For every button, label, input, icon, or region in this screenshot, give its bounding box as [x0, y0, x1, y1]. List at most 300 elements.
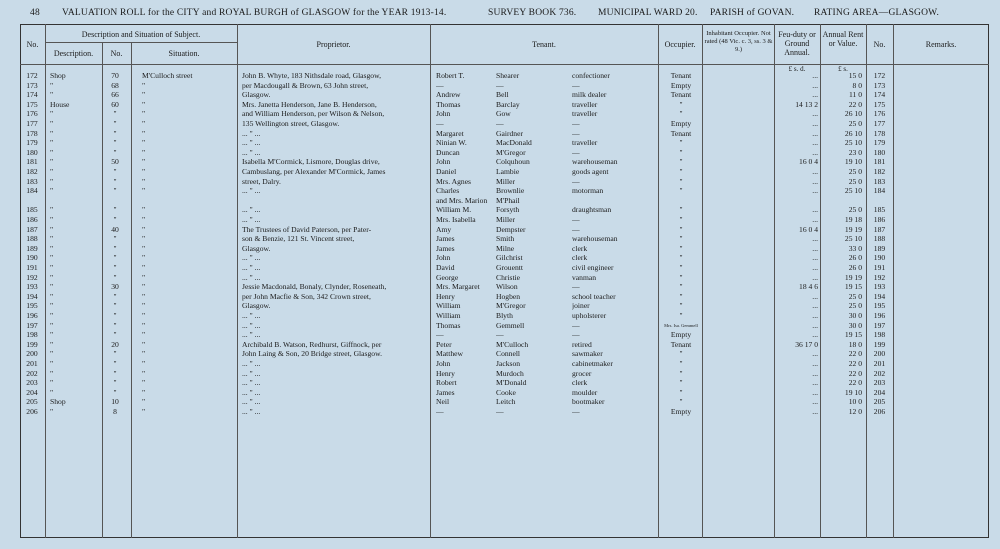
row-number-2: 194 [873, 291, 886, 301]
row-number-2: 182 [873, 167, 886, 176]
row-tenant-first: William [436, 301, 461, 311]
row-feu-duty: ... [812, 368, 818, 378]
row-description: " [50, 80, 54, 90]
rating-area: RATING AREA—GLASGOW. [814, 8, 940, 18]
table-row [0, 263, 1000, 273]
row-feu-duty: ... [812, 291, 818, 301]
row-feu-duty: 16 0 4 [799, 224, 818, 234]
row-tenant-occupation: — [572, 215, 580, 224]
table-row [0, 177, 1000, 187]
row-feu-duty: ... [812, 71, 818, 80]
row-description: " [50, 311, 54, 320]
row-number: 195 [26, 301, 38, 311]
row-tenant-first: Mrs. Margaret [436, 282, 480, 292]
row-tenant-first: Duncan [436, 147, 460, 157]
row-description: " [50, 138, 54, 148]
row-number-2: 180 [873, 147, 886, 157]
table-row [0, 148, 1000, 158]
row-number-2: 179 [873, 138, 886, 148]
row-tenant-last: Leitch [496, 397, 516, 407]
row-feu-duty: ... [812, 320, 818, 330]
row-description: " [50, 291, 54, 301]
row-occupier: " [679, 205, 683, 215]
row-feu-duty: ... [812, 128, 818, 138]
page-header [30, 6, 990, 22]
row-proprietor: Glasgow. [242, 90, 271, 100]
row-description: " [50, 263, 54, 272]
row-number-2: 181 [873, 157, 886, 167]
row-occupier: " [679, 167, 683, 176]
row-description: " [50, 147, 54, 157]
row-tenant-first: John [436, 157, 451, 167]
row-annual-rent: 30 0 [848, 311, 862, 320]
feu-units: £ s. d. [788, 65, 806, 73]
row-tenant-occupation: clerk [572, 243, 588, 253]
row-tenant-first: Peter [436, 339, 452, 349]
row-feu-duty: ... [812, 311, 818, 320]
row-tenant-last: Grouentt [496, 263, 523, 272]
row-occupier: " [679, 147, 683, 157]
row-proprietor: ... " ... [242, 263, 261, 272]
col-annual-rent: Annual Rent or Value. [822, 30, 864, 48]
row-description: " [50, 215, 54, 224]
row-description: House [50, 99, 70, 109]
row-occupier: " [679, 157, 683, 167]
row-situation: " [142, 109, 146, 119]
table-row [0, 215, 1000, 225]
row-number-2: 199 [873, 339, 886, 349]
table-row [0, 119, 1000, 129]
row-feu-duty: ... [812, 301, 818, 311]
row-situation: " [142, 157, 146, 167]
col-occupier: Occupier. [664, 40, 696, 49]
row-street-number: " [113, 109, 117, 119]
row-occupier: " [679, 253, 683, 263]
row-feu-duty: ... [812, 90, 818, 100]
row-description: " [50, 320, 54, 330]
row-proprietor: ... " ... [242, 311, 261, 320]
row-occupier: Empty [670, 330, 692, 340]
row-tenant-last: Connell [496, 349, 521, 359]
row-occupier: " [679, 243, 683, 253]
row-occupier: " [679, 138, 683, 148]
row-number-2: 195 [873, 301, 886, 311]
row-tenant-first: Mrs. Agnes [436, 176, 472, 186]
row-occupier: " [679, 291, 683, 301]
table-row [0, 369, 1000, 379]
row-street-number: 30 [111, 282, 119, 292]
row-tenant-last: Jackson [496, 359, 521, 368]
col-description: Description. [53, 49, 94, 58]
row-occupier: " [679, 176, 683, 186]
table-row [0, 330, 1000, 340]
row-description: " [50, 378, 54, 388]
row-tenant-last: M'Gregor [496, 301, 526, 311]
row-feu-duty: ... [812, 387, 818, 397]
row-tenant-first: William [436, 311, 461, 320]
row-feu-duty: ... [812, 138, 818, 148]
table-row [0, 397, 1000, 407]
row-tenant-occupation: warehouseman [572, 234, 618, 244]
row-tenant-last: Hogben [496, 291, 521, 301]
row-tenant-last: — [496, 80, 504, 90]
row-tenant-last: Brownlie [496, 186, 525, 196]
row-occupier: " [679, 349, 683, 359]
row-tenant-last: Bell [496, 90, 509, 100]
row-situation: M'Culloch street [142, 71, 193, 80]
row-tenant-occupation: cabinetmaker [572, 359, 613, 368]
row-street-number: " [113, 119, 117, 128]
row-tenant-occupation: — [572, 176, 580, 186]
rent-units: £ s. [838, 65, 848, 73]
municipal-ward: MUNICIPAL WARD 20. [598, 8, 698, 18]
row-description: " [50, 205, 54, 215]
row-situation: " [142, 128, 146, 138]
row-annual-rent: 25 0 [848, 167, 862, 176]
row-occupier: " [679, 311, 683, 320]
row-tenant-last: — [496, 407, 504, 416]
row-description: " [50, 253, 54, 263]
row-description: " [50, 109, 54, 119]
table-row [0, 167, 1000, 177]
row-description: " [50, 186, 54, 196]
row-street-number: 68 [111, 80, 119, 90]
row-tenant-last: Dempster [496, 224, 526, 234]
row-description: " [50, 330, 54, 340]
row-number: 185 [26, 205, 38, 215]
row-street-number: " [113, 243, 117, 253]
row-proprietor: ... " ... [242, 186, 261, 196]
row-street-number: " [113, 215, 117, 224]
col-no: No. [26, 40, 39, 49]
row-street-number: " [113, 253, 117, 263]
row-number-2: 175 [873, 99, 886, 109]
row-annual-rent: 18 0 [848, 339, 862, 349]
row-number-2: 172 [873, 71, 886, 80]
row-street-number: " [113, 301, 117, 311]
row-tenant-first: James [436, 243, 455, 253]
row-occupier: Tenant [670, 339, 692, 349]
row-street-number: 60 [111, 99, 119, 109]
row-number-2: 200 [873, 349, 886, 359]
row-number-2: 177 [873, 119, 886, 128]
row-annual-rent: 19 18 [844, 215, 862, 224]
row-occupier: Mrs. Isa. Gemmell [664, 322, 698, 328]
row-tenant-last: Cooke [496, 387, 516, 397]
row-number-2: 197 [873, 320, 886, 330]
row-occupier: " [679, 272, 683, 282]
table-row [0, 109, 1000, 119]
row-description: " [50, 282, 54, 292]
row-street-number: 10 [111, 397, 119, 407]
table-row [0, 292, 1000, 302]
row-tenant-first: Robert [436, 378, 457, 388]
row-street-number: " [113, 378, 117, 388]
row-proprietor: Mrs. Janetta Henderson, Jane B. Henderson, [242, 99, 377, 109]
row-description: " [50, 167, 54, 176]
row-number-2: 193 [873, 282, 886, 292]
row-number: 182 [26, 167, 38, 176]
row-tenant-first: James [436, 387, 455, 397]
row-street-number: " [113, 205, 117, 215]
row-feu-duty: ... [812, 243, 818, 253]
row-feu-duty: ... [812, 167, 818, 176]
row-proprietor: ... " ... [242, 330, 261, 340]
row-tenant-last: M'Phail [496, 195, 520, 205]
row-tenant-last: Gairdner [496, 128, 523, 138]
row-occupier: Empty [670, 80, 692, 90]
row-street-number: 70 [111, 71, 119, 80]
row-description: " [50, 349, 54, 359]
col-inhabitant: Inhabitant Occupier. Not rated (48 Vic. c. 3, ss. 3 & 9.) [704, 30, 773, 53]
row-annual-rent: 26 10 [844, 109, 862, 119]
row-feu-duty: ... [812, 272, 818, 282]
row-description: " [50, 301, 54, 311]
table-row [0, 90, 1000, 100]
row-number-2: 184 [873, 186, 886, 196]
row-situation: " [142, 205, 146, 215]
row-annual-rent: 25 0 [848, 205, 862, 215]
row-proprietor: The Trustees of David Paterson, per Pater- [242, 224, 372, 234]
row-tenant-first: William M. [436, 205, 472, 215]
row-annual-rent: 19 19 [844, 272, 862, 282]
row-street-number: " [113, 349, 117, 359]
row-tenant-first: — [436, 80, 444, 90]
row-feu-duty: 36 17 0 [795, 339, 818, 349]
row-proprietor: ... " ... [242, 397, 261, 407]
row-tenant-last: Blyth [496, 311, 513, 320]
row-proprietor: per John Macfie & Son, 342 Crown street, [242, 291, 371, 301]
row-situation: " [142, 301, 146, 311]
row-tenant-last: Barclay [496, 99, 520, 109]
row-tenant-last: Shearer [496, 71, 520, 80]
row-number-2: 176 [873, 109, 886, 119]
row-tenant-occupation: warehouseman [572, 157, 618, 167]
row-tenant-occupation: traveller [572, 138, 598, 148]
row-proprietor: ... " ... [242, 272, 261, 282]
row-proprietor: Jessie Macdonald, Bonaly, Clynder, Roseneath, [242, 282, 387, 292]
row-feu-duty: ... [812, 253, 818, 263]
row-tenant-first: — [436, 330, 444, 340]
row-annual-rent: 25 0 [848, 176, 862, 186]
row-number-2: 203 [873, 378, 886, 388]
row-tenant-first: Mrs. Isabella [436, 215, 476, 224]
row-number: 175 [26, 99, 38, 109]
row-situation: " [142, 320, 146, 330]
row-number: 190 [26, 253, 38, 263]
row-situation: " [142, 224, 146, 234]
row-number: 205 [26, 397, 38, 407]
row-situation: " [142, 378, 146, 388]
row-tenant-occupation: milk dealer [572, 90, 607, 100]
row-situation: " [142, 387, 146, 397]
row-street-number: " [113, 138, 117, 148]
row-proprietor: ... " ... [242, 138, 261, 148]
row-street-number: " [113, 147, 117, 157]
row-tenant-occupation: — [572, 282, 580, 292]
row-tenant-last: Gilchrist [496, 253, 523, 263]
row-occupier: " [679, 186, 683, 196]
row-proprietor: ... " ... [242, 147, 261, 157]
row-street-number: " [113, 176, 117, 186]
row-annual-rent: 15 0 [848, 71, 862, 80]
row-tenant-occupation: clerk [572, 378, 588, 388]
row-tenant-occupation: civil engineer [572, 263, 614, 272]
row-tenant-occupation: — [572, 147, 580, 157]
roll-title: VALUATION ROLL for the CITY and ROYAL BURGH of GLASGOW for the YEAR 1913-14. [62, 8, 447, 18]
row-street-number: " [113, 368, 117, 378]
row-number: 173 [26, 80, 38, 90]
row-tenant-occupation: — [572, 330, 580, 340]
row-annual-rent: 19 15 [844, 330, 862, 340]
row-tenant-last: M'Donald [496, 378, 527, 388]
row-annual-rent: 26 0 [848, 263, 862, 272]
row-feu-duty: 14 13 2 [795, 99, 818, 109]
row-number: 203 [26, 378, 38, 388]
row-tenant-occupation: — [572, 128, 580, 138]
row-street-number: " [113, 167, 117, 176]
table-row [0, 301, 1000, 311]
row-feu-duty: ... [812, 205, 818, 215]
row-street-number: " [113, 272, 117, 282]
row-tenant-first: George [436, 272, 459, 282]
row-proprietor: Cambuslang, per Alexander M'Cormick, James [242, 167, 386, 176]
table-row [0, 225, 1000, 235]
row-tenant-last: Forsyth [496, 205, 520, 215]
row-annual-rent: 26 10 [844, 128, 862, 138]
row-street-number: " [113, 128, 117, 138]
row-number: 179 [26, 138, 38, 148]
survey-book: SURVEY BOOK 736. [488, 8, 577, 18]
row-feu-duty: ... [812, 349, 818, 359]
row-proprietor: John B. Whyte, 183 Nithsdale road, Glasgow, [242, 71, 381, 80]
row-occupier: Tenant [670, 90, 692, 100]
table-row [0, 129, 1000, 139]
row-number: 206 [26, 407, 38, 416]
table-row [0, 196, 1000, 206]
row-proprietor: ... " ... [242, 359, 261, 368]
row-number: 176 [26, 109, 38, 119]
row-tenant-first: David [436, 263, 455, 272]
row-occupier: " [679, 109, 683, 119]
row-number: 204 [26, 387, 38, 397]
row-tenant-first: — [436, 119, 444, 128]
row-situation: " [142, 407, 146, 416]
row-feu-duty: ... [812, 176, 818, 186]
row-proprietor: Archibald B. Watson, Redhurst, Giffnock, per [242, 339, 382, 349]
row-description: " [50, 128, 54, 138]
col-proprietor: Proprietor. [316, 40, 351, 49]
row-situation: " [142, 99, 146, 109]
table-row [0, 71, 1000, 81]
row-occupier: " [679, 359, 683, 368]
row-number: 198 [26, 330, 38, 340]
table-row [0, 359, 1000, 369]
row-annual-rent: 22 0 [848, 368, 862, 378]
table-row [0, 349, 1000, 359]
row-tenant-occupation: bootmaker [572, 397, 605, 407]
row-number-2: 187 [873, 224, 886, 234]
row-annual-rent: 26 0 [848, 253, 862, 263]
table-row [0, 205, 1000, 215]
row-tenant-first: Thomas [436, 320, 461, 330]
row-number-2: 190 [873, 253, 886, 263]
row-feu-duty: ... [812, 215, 818, 224]
row-situation: " [142, 234, 146, 244]
row-proprietor: ... " ... [242, 253, 261, 263]
row-number-2: 183 [873, 176, 886, 186]
row-description: " [50, 90, 54, 100]
row-description: " [50, 243, 54, 253]
row-situation: " [142, 90, 146, 100]
row-tenant-first: Andrew [436, 90, 461, 100]
row-situation: " [142, 215, 146, 224]
row-street-number: " [113, 359, 117, 368]
row-annual-rent: 25 0 [848, 301, 862, 311]
table-row [0, 157, 1000, 167]
table-row [0, 234, 1000, 244]
row-number: 201 [26, 359, 38, 368]
row-number: 196 [26, 311, 38, 320]
row-tenant-first: — [436, 407, 444, 416]
row-annual-rent: 25 10 [844, 234, 862, 244]
table-row [0, 388, 1000, 398]
row-description: " [50, 387, 54, 397]
row-feu-duty: 16 0 4 [799, 157, 818, 167]
row-street-number: " [113, 330, 117, 340]
row-tenant-first: John [436, 253, 451, 263]
table-row [0, 244, 1000, 254]
row-number-2: 192 [873, 272, 886, 282]
col-feu-duty: Feu-duty or Ground Annual. [778, 30, 816, 57]
row-tenant-occupation: joiner [572, 301, 590, 311]
row-situation: " [142, 397, 146, 407]
row-number-2: 189 [873, 243, 886, 253]
row-situation: " [142, 368, 146, 378]
row-description: " [50, 407, 54, 416]
row-tenant-occupation: — [572, 224, 580, 234]
row-annual-rent: 10 0 [848, 397, 862, 407]
row-number-2: 186 [873, 215, 886, 224]
row-description: Shop [50, 71, 66, 80]
row-occupier: " [679, 99, 683, 109]
row-annual-rent: 19 10 [844, 157, 862, 167]
row-situation: " [142, 138, 146, 148]
row-tenant-last: Wilson [496, 282, 518, 292]
row-occupier: " [679, 301, 683, 311]
row-occupier: " [679, 397, 683, 407]
row-number: 191 [26, 263, 38, 272]
row-tenant-last: Gow [496, 109, 511, 119]
row-tenant-last: Milne [496, 243, 515, 253]
row-tenant-last: Smith [496, 234, 515, 244]
col-description-group: Description and Situation of Subject. [81, 30, 201, 39]
table-row [0, 273, 1000, 283]
row-feu-duty: ... [812, 119, 818, 128]
row-number: 189 [26, 243, 38, 253]
row-number: 199 [26, 339, 38, 349]
table-row [0, 407, 1000, 417]
row-description: " [50, 339, 54, 349]
row-street-number: " [113, 234, 117, 244]
row-tenant-occupation: moulder [572, 387, 598, 397]
col-tenant: Tenant. [532, 40, 556, 49]
row-number: 187 [26, 224, 38, 234]
row-tenant-first: Daniel [436, 167, 457, 176]
row-tenant-last: — [496, 119, 504, 128]
row-occupier: Empty [670, 407, 692, 416]
row-proprietor: ... " ... [242, 407, 261, 416]
